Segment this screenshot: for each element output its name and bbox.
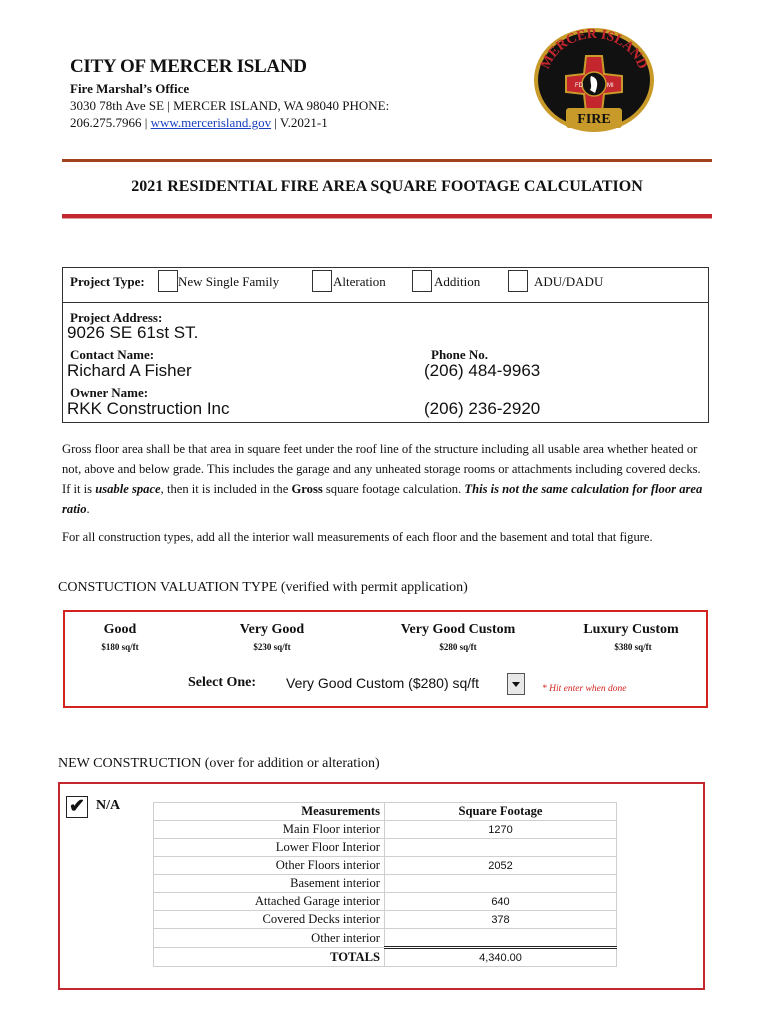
owner-name-label: Owner Name: [70, 385, 149, 400]
valuation-price-very-good: $230 sq/ft [253, 642, 291, 652]
interior-measurement-paragraph: For all construction types, add all the interior wall measurements of each floor and the basement and total that figure. [62, 530, 653, 544]
valuation-type-luxury-custom: Luxury Custom [583, 622, 679, 637]
valuation-price-good: $180 sq/ft [101, 642, 139, 652]
address-line: 3030 78th Ave SE | MERCER ISLAND, WA 98040 PHONE: [70, 98, 390, 113]
contact-name-field[interactable]: Richard A Fisher [67, 361, 192, 380]
checkbox-new-single-family[interactable] [158, 270, 178, 292]
table-row [154, 857, 617, 875]
gross-area-paragraph: Gross floor area shall be that area in square feet under the roof line of the structure including all usable area whether heated or not, above and below grade. This includes the garage and any unheated storage rooms or attachments including covered decks. If it is usable space, then it is included in the Gross square footage calculation. This is not the same calculation for floor area ratio. [62, 442, 703, 516]
square-footage-header: Square Footage [385, 803, 617, 821]
contact-phone-field[interactable]: (206) 484-9963 [424, 361, 541, 380]
valuation-price-luxury-custom: $380 sq/ft [614, 642, 652, 652]
chevron-down-icon [508, 674, 524, 694]
project-type-divider [62, 302, 708, 303]
sqft-input[interactable]: 1270 [385, 821, 617, 839]
valuation-type-very-good-custom: Very Good Custom [400, 622, 516, 637]
checkbox-addition[interactable] [412, 270, 432, 292]
office-name: Fire Marshal’s Office [70, 81, 190, 96]
website-link[interactable]: www.mercerisland.gov [150, 115, 272, 130]
select-one-label: Select One: [188, 675, 257, 690]
fire-department-seal [526, 22, 662, 134]
contact-name-label: Contact Name: [70, 347, 155, 362]
option-addition: Addition [434, 274, 481, 289]
na-label: N/A [96, 798, 121, 813]
phone-label: Phone No. [431, 347, 489, 362]
totals-row [154, 948, 617, 967]
valuation-type-very-good: Very Good [239, 622, 305, 637]
na-checkbox[interactable]: ✔ [66, 796, 88, 818]
sqft-input[interactable]: 640 [385, 893, 617, 911]
row-label: Lower Floor Interior [154, 839, 385, 857]
document-title: 2021 RESIDENTIAL FIRE AREA SQUARE FOOTAGE CALCULATION [131, 178, 643, 195]
option-adu-dadu: ADU/DADU [534, 274, 604, 289]
header-rule [62, 159, 712, 162]
project-address-field[interactable]: 9026 SE 61st ST. [67, 323, 199, 342]
dropdown-button[interactable] [507, 673, 525, 695]
owner-phone-field[interactable]: (206) 236-2920 [424, 399, 541, 418]
version-text: | V.2021-1 [271, 115, 328, 130]
totals-value: 4,340.00 [385, 948, 617, 967]
seal-bottom-text: FIRE [577, 112, 611, 127]
phone-text: 206.275.7966 | [70, 115, 151, 130]
valuation-type-select[interactable]: Very Good Custom ($280) sq/ft [286, 675, 479, 691]
row-label: Covered Decks interior [154, 911, 385, 929]
sqft-input[interactable] [385, 839, 617, 857]
checkbox-alteration[interactable] [312, 270, 332, 292]
contact-line [70, 115, 328, 131]
sqft-input[interactable] [385, 875, 617, 893]
measurements-header: Measurements [154, 803, 385, 821]
totals-label: TOTALS [154, 948, 385, 967]
owner-name-field[interactable]: RKK Construction Inc [67, 399, 230, 418]
table-header-row [154, 803, 617, 821]
seal-right-text: MI [607, 83, 614, 89]
row-label: Attached Garage interior [154, 893, 385, 911]
table-row [154, 875, 617, 893]
sqft-input[interactable] [385, 929, 617, 948]
sqft-input[interactable]: 2052 [385, 857, 617, 875]
table-row [154, 929, 617, 948]
table-row [154, 893, 617, 911]
valuation-type-good: Good [103, 622, 137, 637]
valuation-section-title: CONSTUCTION VALUATION TYPE (verified with permit application) [58, 580, 468, 595]
new-construction-title: NEW CONSTRUCTION (over for addition or alteration) [58, 756, 380, 771]
seal-left-text: FD [575, 83, 583, 89]
title-rule-shadow [62, 218, 712, 219]
hit-enter-hint: * Hit enter when done [542, 684, 627, 694]
table-row [154, 839, 617, 857]
project-type-label: Project Type: [70, 274, 145, 289]
measurements-table [153, 802, 617, 967]
seal-top-text: MERCER ISLAND [538, 26, 650, 72]
table-row [154, 911, 617, 929]
option-new-single-family: New Single Family [178, 274, 280, 289]
row-label: Main Floor interior [154, 821, 385, 839]
sqft-input[interactable]: 378 [385, 911, 617, 929]
city-name: CITY OF MERCER ISLAND [70, 56, 307, 77]
row-label: Other Floors interior [154, 857, 385, 875]
row-label: Other interior [154, 929, 385, 948]
project-address-label: Project Address: [70, 310, 163, 325]
checkbox-adu-dadu[interactable] [508, 270, 528, 292]
row-label: Basement interior [154, 875, 385, 893]
valuation-price-very-good-custom: $280 sq/ft [439, 642, 477, 652]
table-row [154, 821, 617, 839]
option-alteration: Alteration [333, 274, 386, 289]
